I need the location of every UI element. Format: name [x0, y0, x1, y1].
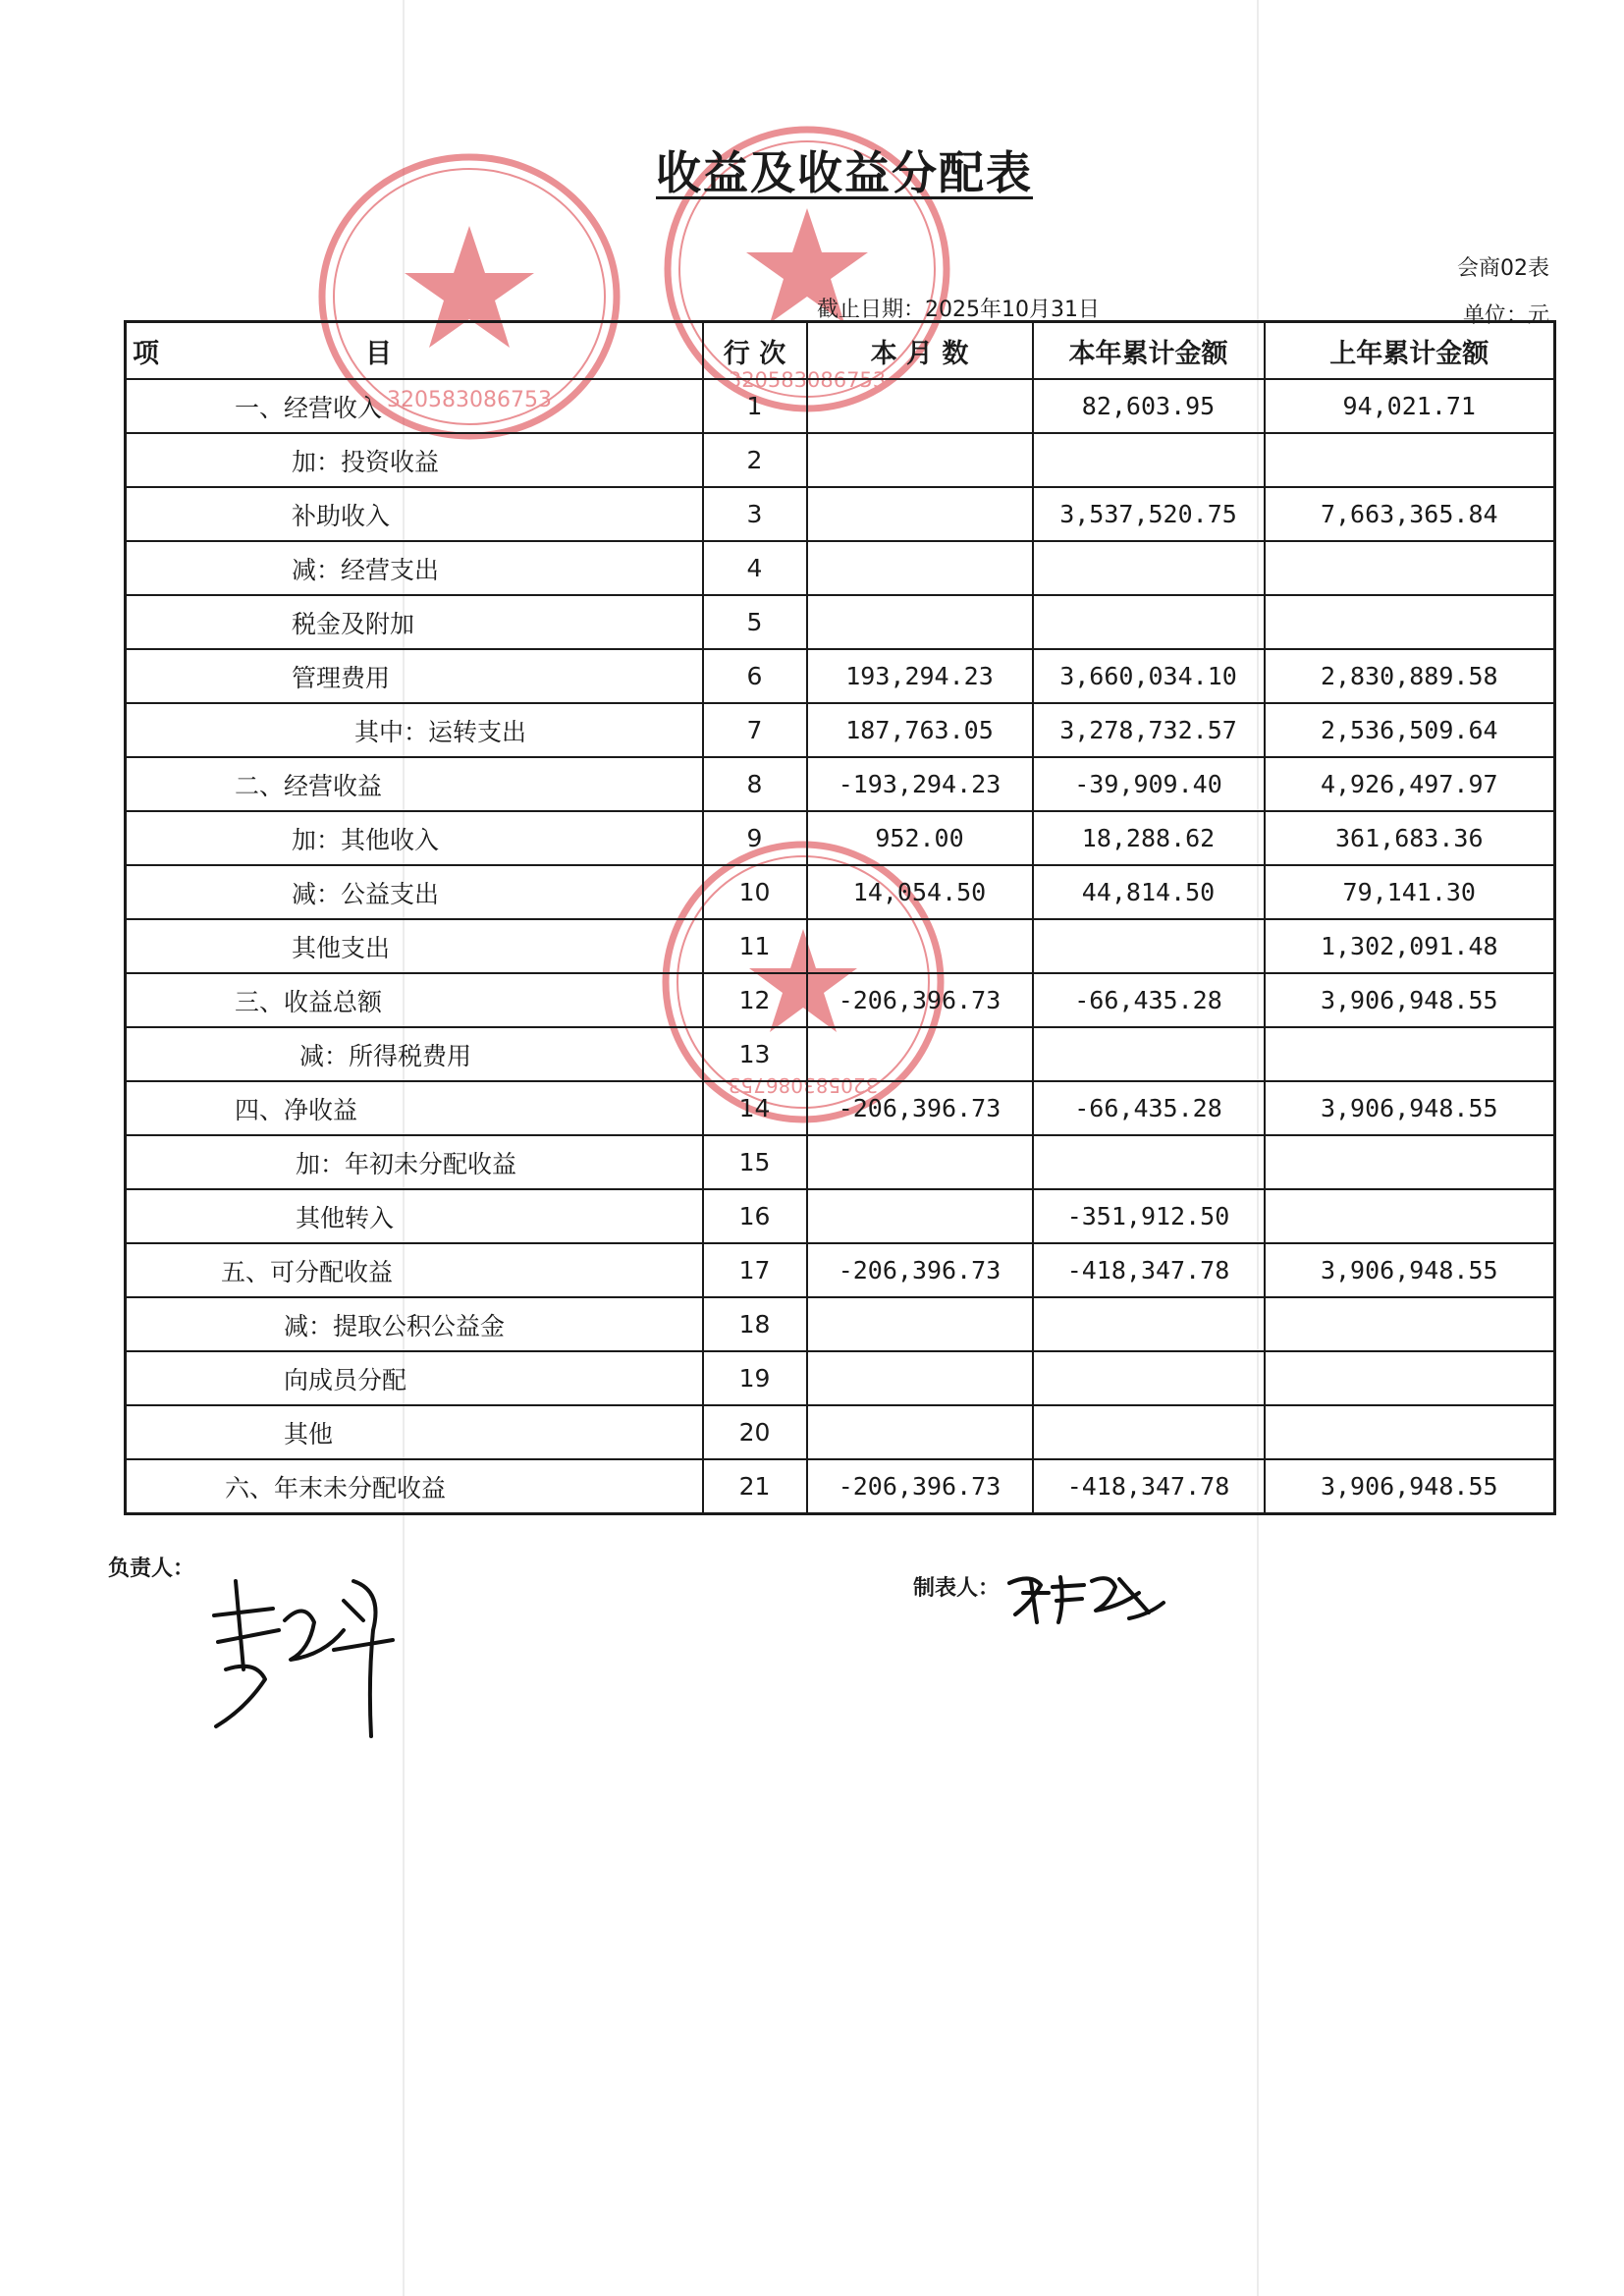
- row-month: [807, 1351, 1033, 1405]
- row-item: 向成员分配: [126, 1351, 703, 1405]
- table-row: [126, 487, 1555, 541]
- row-line: 17: [703, 1243, 807, 1297]
- row-ytd: [1033, 433, 1265, 487]
- row-line: 19: [703, 1351, 807, 1405]
- row-item: 四、净收益: [126, 1081, 703, 1135]
- row-ytd: [1033, 919, 1265, 973]
- row-ytd: [1033, 1027, 1265, 1081]
- row-ytd: 3,660,034.10: [1033, 649, 1265, 703]
- row-ytd: [1033, 541, 1265, 595]
- row-prior: [1265, 595, 1555, 649]
- row-ytd: -39,909.40: [1033, 757, 1265, 811]
- table-row: [126, 1297, 1555, 1351]
- row-line: 15: [703, 1135, 807, 1189]
- row-item: 加：投资收益: [126, 433, 703, 487]
- row-month: [807, 1135, 1033, 1189]
- row-prior: [1265, 1297, 1555, 1351]
- row-item: 加：其他收入: [126, 811, 703, 865]
- table-row: [126, 1081, 1555, 1135]
- row-month: [807, 1189, 1033, 1243]
- row-item: 五、可分配收益: [126, 1243, 703, 1297]
- row-month: -206,396.73: [807, 1081, 1033, 1135]
- row-prior: 7,663,365.84: [1265, 487, 1555, 541]
- svg-text:320583086753: 320583086753: [728, 368, 887, 392]
- row-ytd: -66,435.28: [1033, 973, 1265, 1027]
- table-row: [126, 1135, 1555, 1189]
- header-prior-year: 上年累计金额: [1265, 322, 1555, 380]
- row-line: 10: [703, 865, 807, 919]
- row-prior: 3,906,948.55: [1265, 1243, 1555, 1297]
- row-ytd: [1033, 1135, 1265, 1189]
- table-row: [126, 595, 1555, 649]
- row-item: 减：提取公积公益金: [126, 1297, 703, 1351]
- row-month: [807, 541, 1033, 595]
- unit-label: 单位：元: [1462, 303, 1549, 328]
- row-month: 193,294.23: [807, 649, 1033, 703]
- table-header-row: [126, 322, 1555, 380]
- row-prior: [1265, 1351, 1555, 1405]
- table-row: [126, 1189, 1555, 1243]
- table-row: [126, 433, 1555, 487]
- table-row: [126, 703, 1555, 757]
- row-prior: 1,302,091.48: [1265, 919, 1555, 973]
- header-item: 项 目: [126, 322, 703, 380]
- row-line: 6: [703, 649, 807, 703]
- row-item: 二、经营收益: [126, 757, 703, 811]
- row-month: -193,294.23: [807, 757, 1033, 811]
- page-title: 收益及收益分配表: [656, 146, 1033, 199]
- row-ytd: [1033, 1405, 1265, 1459]
- row-item: 其他: [126, 1405, 703, 1459]
- row-prior: 4,926,497.97: [1265, 757, 1555, 811]
- row-item: 减：所得税费用: [126, 1027, 703, 1081]
- row-month: 187,763.05: [807, 703, 1033, 757]
- row-ytd: -418,347.78: [1033, 1459, 1265, 1514]
- row-line: 1: [703, 379, 807, 433]
- row-prior: 2,536,509.64: [1265, 703, 1555, 757]
- row-month: [807, 1027, 1033, 1081]
- row-line: 2: [703, 433, 807, 487]
- svg-text:320583086753: 320583086753: [728, 1073, 879, 1097]
- form-code: 会商02表: [1457, 256, 1549, 281]
- table-row: [126, 865, 1555, 919]
- row-month: 14,054.50: [807, 865, 1033, 919]
- row-month: [807, 1405, 1033, 1459]
- row-item: 管理费用: [126, 649, 703, 703]
- row-line: 8: [703, 757, 807, 811]
- table-row: [126, 1243, 1555, 1297]
- cutoff-date: 截止日期：2025年10月31日: [817, 298, 1100, 322]
- row-prior: [1265, 541, 1555, 595]
- row-prior: 79,141.30: [1265, 865, 1555, 919]
- row-month: [807, 919, 1033, 973]
- row-ytd: -66,435.28: [1033, 1081, 1265, 1135]
- row-month: [807, 1297, 1033, 1351]
- row-prior: [1265, 1189, 1555, 1243]
- row-line: 7: [703, 703, 807, 757]
- row-line: 14: [703, 1081, 807, 1135]
- table-row: [126, 1459, 1555, 1514]
- row-ytd: -351,912.50: [1033, 1189, 1265, 1243]
- row-ytd: -418,347.78: [1033, 1243, 1265, 1297]
- responsible-person-label: 负责人：: [108, 1557, 195, 1581]
- row-item: 其他转入: [126, 1189, 703, 1243]
- row-line: 9: [703, 811, 807, 865]
- header-current-month: 本 月 数: [807, 322, 1033, 380]
- row-month: 952.00: [807, 811, 1033, 865]
- row-ytd: [1033, 1351, 1265, 1405]
- row-item: 税金及附加: [126, 595, 703, 649]
- row-month: [807, 487, 1033, 541]
- preparer-label: 制表人：: [913, 1576, 1001, 1601]
- row-item: 一、经营收入: [126, 379, 703, 433]
- row-line: 16: [703, 1189, 807, 1243]
- row-item: 减：经营支出: [126, 541, 703, 595]
- row-prior: 3,906,948.55: [1265, 1081, 1555, 1135]
- table-row: [126, 541, 1555, 595]
- row-line: 20: [703, 1405, 807, 1459]
- row-prior: 3,906,948.55: [1265, 1459, 1555, 1514]
- table-row: [126, 919, 1555, 973]
- row-item: 三、收益总额: [126, 973, 703, 1027]
- row-month: -206,396.73: [807, 1459, 1033, 1514]
- row-item: 六、年末未分配收益: [126, 1459, 703, 1514]
- row-line: 13: [703, 1027, 807, 1081]
- preparer-signature: [1001, 1563, 1168, 1632]
- table-row: [126, 811, 1555, 865]
- row-line: 18: [703, 1297, 807, 1351]
- row-ytd: [1033, 595, 1265, 649]
- row-line: 11: [703, 919, 807, 973]
- row-line: 4: [703, 541, 807, 595]
- row-item: 减：公益支出: [126, 865, 703, 919]
- row-month: [807, 595, 1033, 649]
- row-item: 加：年初未分配收益: [126, 1135, 703, 1189]
- header-ytd: 本年累计金额: [1033, 322, 1265, 380]
- table-row: [126, 1351, 1555, 1405]
- row-month: [807, 433, 1033, 487]
- income-distribution-table: [124, 320, 1556, 1515]
- row-prior: 3,906,948.55: [1265, 973, 1555, 1027]
- table-row: [126, 649, 1555, 703]
- table-row: [126, 973, 1555, 1027]
- row-month: -206,396.73: [807, 973, 1033, 1027]
- row-ytd: 3,278,732.57: [1033, 703, 1265, 757]
- responsible-signature: [196, 1561, 412, 1748]
- svg-text:320583086753: 320583086753: [387, 388, 552, 412]
- table-row: [126, 757, 1555, 811]
- row-ytd: 82,603.95: [1033, 379, 1265, 433]
- table-row: [126, 379, 1555, 433]
- row-line: 12: [703, 973, 807, 1027]
- row-prior: [1265, 1135, 1555, 1189]
- table-row: [126, 1027, 1555, 1081]
- row-month: -206,396.73: [807, 1243, 1033, 1297]
- row-prior: 94,021.71: [1265, 379, 1555, 433]
- row-prior: 361,683.36: [1265, 811, 1555, 865]
- row-prior: [1265, 1405, 1555, 1459]
- row-ytd: 18,288.62: [1033, 811, 1265, 865]
- header-line: 行 次: [703, 322, 807, 380]
- row-ytd: [1033, 1297, 1265, 1351]
- row-item: 其中：运转支出: [126, 703, 703, 757]
- row-line: 21: [703, 1459, 807, 1514]
- row-item: 其他支出: [126, 919, 703, 973]
- row-prior: [1265, 1027, 1555, 1081]
- row-prior: 2,830,889.58: [1265, 649, 1555, 703]
- row-month: [807, 379, 1033, 433]
- row-line: 3: [703, 487, 807, 541]
- row-item: 补助收入: [126, 487, 703, 541]
- row-prior: [1265, 433, 1555, 487]
- row-ytd: 44,814.50: [1033, 865, 1265, 919]
- row-line: 5: [703, 595, 807, 649]
- table-row: [126, 1405, 1555, 1459]
- row-ytd: 3,537,520.75: [1033, 487, 1265, 541]
